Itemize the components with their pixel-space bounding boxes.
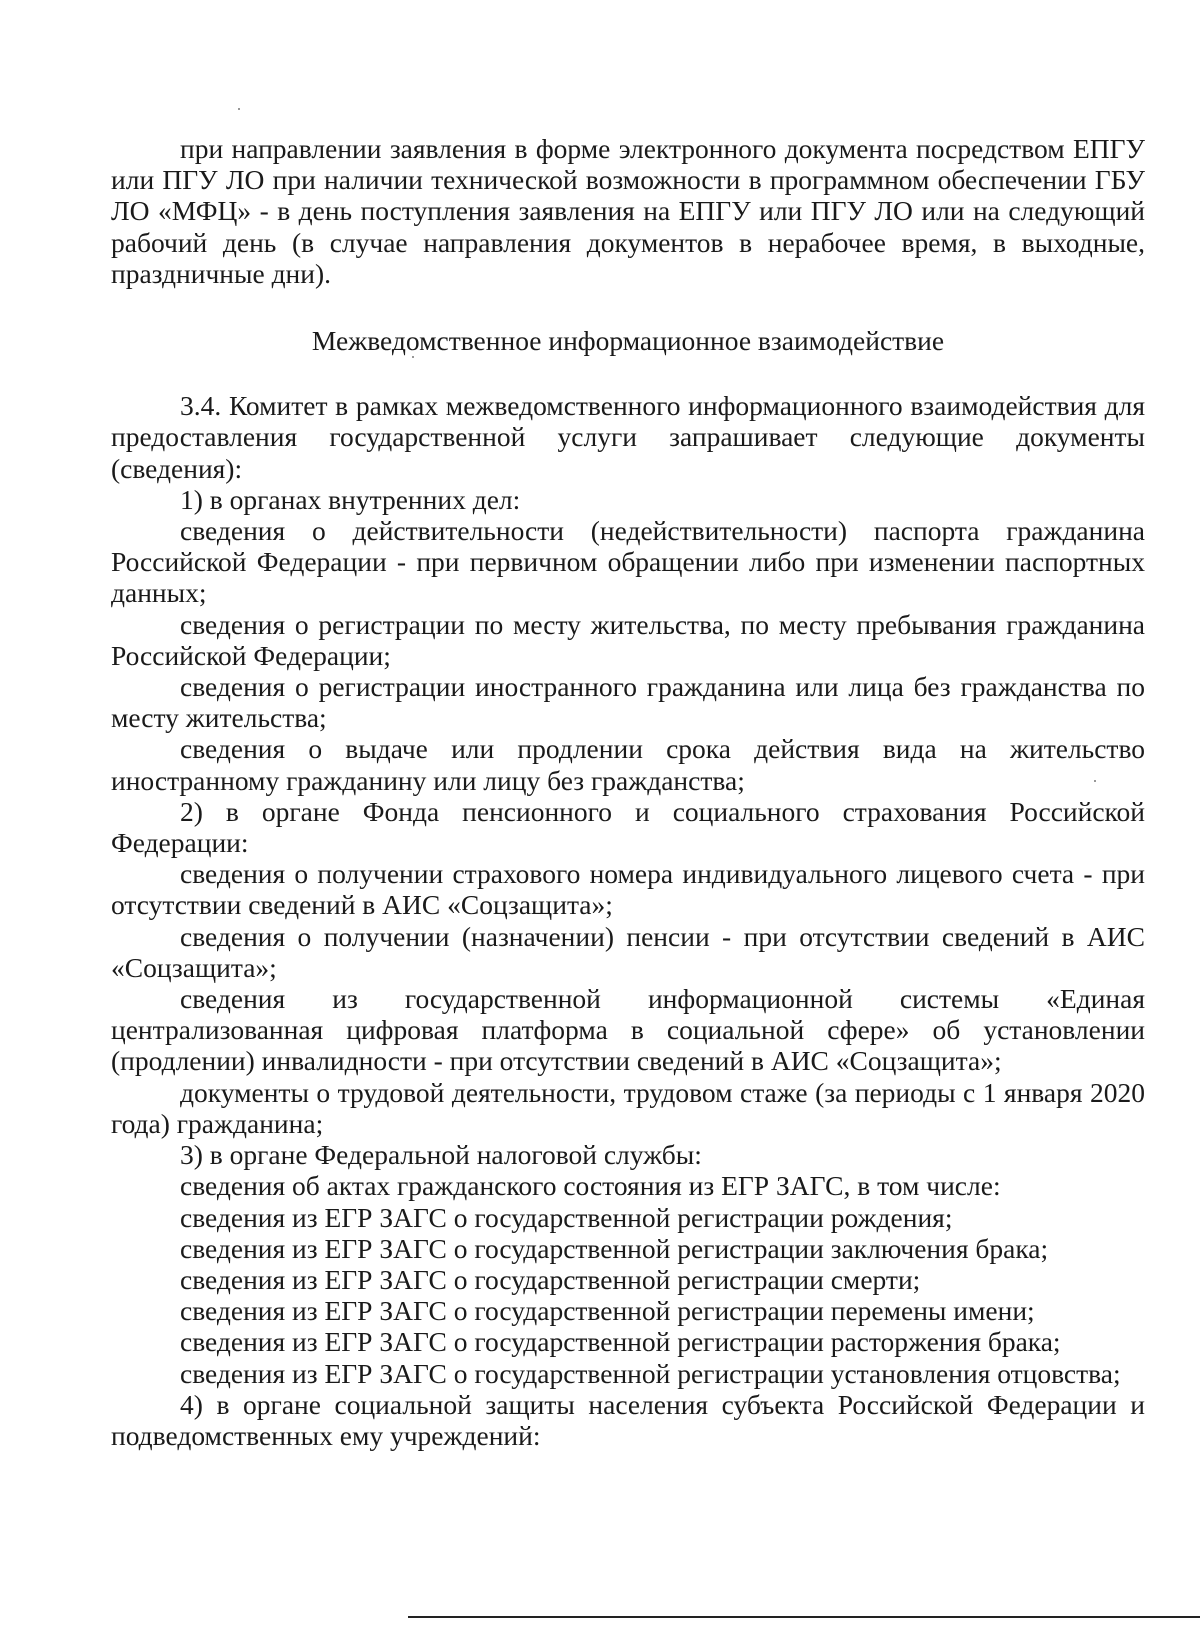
list-item-residence-registration: сведения о регистрации по месту жительства, по месту пребывания гражданина Российской Федерации;: [111, 608, 1145, 671]
list-item-passport-validity: сведения о действительности (недействительности) паспорта гражданина Российской Федерации - при первичном обращении либо при изменении паспортных данных;: [111, 515, 1145, 609]
section-heading: Межведомственное информационное взаимодействие: [311, 325, 945, 357]
list-item-residence-permit: сведения о выдаче или продлении срока действия вида на жительство иностранному гражданину или лицу без гражданства;: [111, 733, 1145, 796]
list-item-pension-fund: 2) в органе Фонда пенсионного и социального страхования Российской Федерации:: [111, 795, 1145, 859]
list-item-internal-affairs: 1) в органах внутренних дел:: [180, 483, 521, 515]
scan-speck: [238, 108, 240, 110]
scan-edge-line: [408, 1616, 1200, 1618]
list-item-name-change: сведения из ЕГР ЗАГС о государственной регистрации перемены имени;: [180, 1295, 1035, 1327]
document-body: [111, 133, 1145, 1451]
scan-speck: [412, 356, 414, 358]
list-item-disability: сведения из государственной информационной системы «Единая централизованная цифровая платформа в социальной сфере» об установлении (продлении) инвалидности - при отсутствии сведений в АИС «Соцзащита»;: [111, 983, 1145, 1077]
list-item-tax-service: 3) в органе Федеральной налоговой службы:: [180, 1139, 702, 1171]
scan-speck: [1094, 780, 1096, 782]
list-item-death: сведения из ЕГР ЗАГС о государственной регистрации смерти;: [180, 1263, 921, 1295]
list-item-foreigner-registration: сведения о регистрации иностранного гражданина или лица без гражданства по месту жительства;: [111, 671, 1145, 734]
intro-paragraph: при направлении заявления в форме электронного документа посредством ЕПГУ или ПГУ ЛО при наличии технической возможности в программном обеспечении ГБУ ЛО «МФЦ» - в день поступления заявления на ЕПГУ или ПГУ ЛО или на следующий рабочий день (в случае направления документов в нерабочее время, в выходные, праздничные дни).: [111, 133, 1145, 289]
list-item-snils: сведения о получении страхового номера индивидуального лицевого счета - при отсутствии сведений в АИС «Соцзащита»;: [111, 858, 1145, 921]
list-item-paternity: сведения из ЕГР ЗАГС о государственной регистрации установления отцовства;: [180, 1357, 1121, 1389]
list-item-pension: сведения о получении (назначении) пенсии - при отсутствии сведений в АИС «Соцзащита»;: [111, 920, 1145, 983]
list-item-employment: документы о трудовой деятельности, трудовом стаже (за периоды с 1 января 2020 года) гражданина;: [111, 1076, 1145, 1139]
list-item-divorce: сведения из ЕГР ЗАГС о государственной регистрации расторжения брака;: [180, 1326, 1061, 1358]
list-item-civil-status: сведения об актах гражданского состояния из ЕГР ЗАГС, в том числе:: [180, 1170, 1001, 1202]
paragraph-3-4: 3.4. Комитет в рамках межведомственного информационного взаимодействия для предоставления государственной услуги запрашивает следующие документы (сведения):: [111, 390, 1145, 484]
list-item-marriage: сведения из ЕГР ЗАГС о государственной регистрации заключения брака;: [180, 1232, 1049, 1264]
list-item-birth: сведения из ЕГР ЗАГС о государственной регистрации рождения;: [180, 1201, 953, 1233]
list-item-social-protection: 4) в органе социальной защиты населения субъекта Российской Федерации и подведомственных ему учреждений:: [111, 1388, 1145, 1451]
